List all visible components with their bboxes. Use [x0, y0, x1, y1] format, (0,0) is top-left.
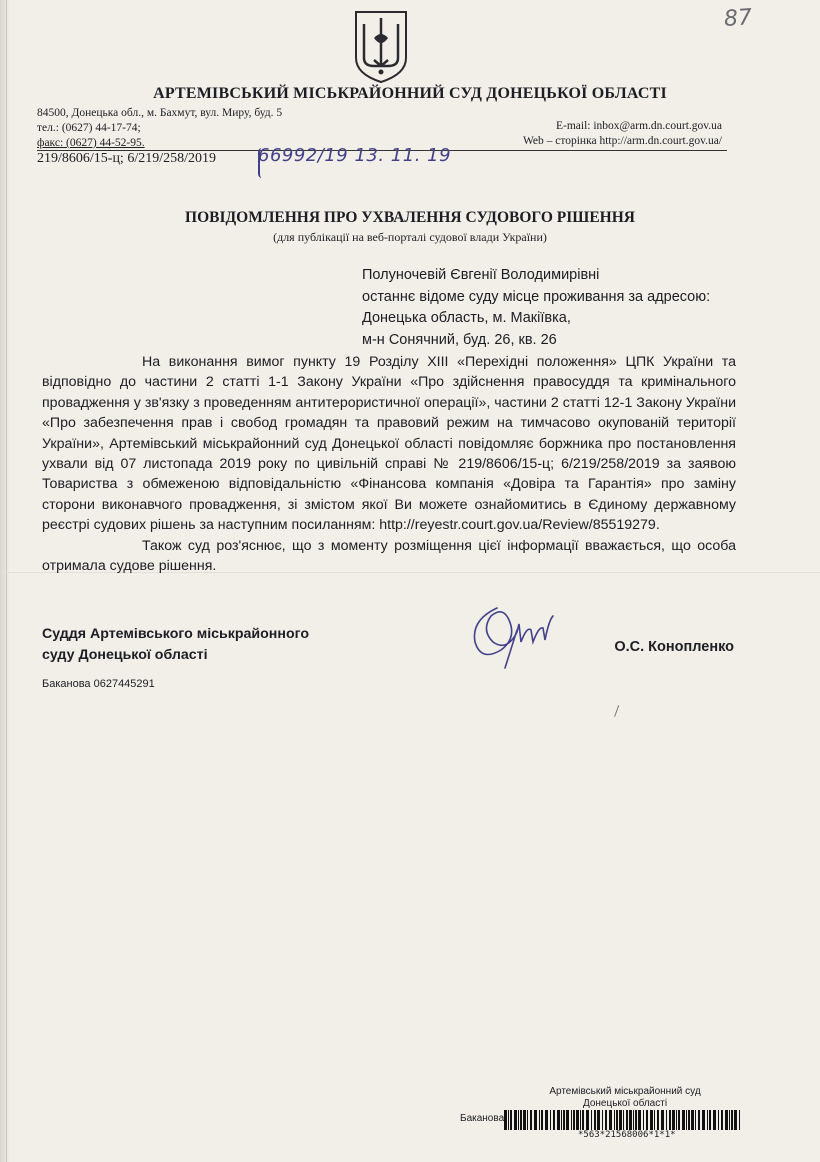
barcode-bar [638, 1110, 641, 1130]
barcode-bar [725, 1110, 728, 1130]
stamp-line: Артемівський міськрайонний суд [549, 1086, 701, 1097]
court-address: 84500, Донецька обл., м. Бахмут, вул. Миру, буд. 5 [37, 107, 283, 119]
notice-body [42, 352, 736, 576]
barcode-bar [650, 1110, 653, 1130]
barcode-bar [563, 1110, 565, 1130]
judge-title-line: суду Донецької області [42, 647, 208, 663]
barcode-bar [527, 1110, 528, 1130]
barcode-bar [695, 1110, 696, 1130]
barcode-bar [635, 1110, 637, 1130]
barcode-bar [539, 1110, 540, 1130]
barcode-bar [557, 1110, 560, 1130]
barcode-bar [707, 1110, 708, 1130]
barcode-bar [682, 1110, 685, 1130]
barcode-bar [643, 1110, 644, 1130]
barcode-bar [731, 1110, 733, 1130]
barcode-bar [709, 1110, 711, 1130]
footer-court-stamp [510, 1086, 740, 1110]
barcode-bar [713, 1110, 716, 1130]
binding-line [6, 0, 7, 1162]
barcode-bar [597, 1110, 600, 1130]
barcode-bar [626, 1110, 628, 1130]
judge-title-line: Суддя Артемівського міськрайонного [42, 626, 310, 642]
barcode-bar [729, 1110, 730, 1130]
barcode-bar [553, 1110, 555, 1130]
barcode-bar [702, 1110, 705, 1130]
barcode-bar [609, 1110, 612, 1130]
barcode-bar [534, 1110, 537, 1130]
barcode-bar [646, 1110, 648, 1130]
barcode-bar [576, 1110, 579, 1130]
recipient-line: останнє відоме суду місце проживання за адресою: [362, 288, 711, 305]
barcode-bar [669, 1110, 671, 1130]
barcode-bar [566, 1110, 569, 1130]
barcode-bar [629, 1110, 632, 1130]
handwritten-registration: 66992/19 13. 11. 19 [258, 145, 452, 166]
footer-executor: Баканова [460, 1113, 505, 1124]
barcode-bar [654, 1110, 655, 1130]
barcode-text: *563*21568006*1*1* [578, 1130, 676, 1140]
court-fax: факс: (0627) 44-52-95. [37, 137, 145, 149]
barcode-bar [514, 1110, 517, 1130]
barcode-bar [633, 1110, 634, 1130]
barcode-bar [657, 1110, 659, 1130]
barcode-bar [721, 1110, 723, 1130]
barcode-bar [530, 1110, 532, 1130]
executor-contact: Баканова 0627445291 [42, 678, 155, 690]
recipient-block [362, 265, 710, 351]
barcode-bar [504, 1110, 507, 1130]
recipient-line: Донецька область, м. Макіївка, [362, 310, 571, 326]
barcode-bar [550, 1110, 551, 1130]
barcode-bar [678, 1110, 680, 1130]
barcode-bar [676, 1110, 677, 1130]
barcode-bar [686, 1110, 687, 1130]
barcode-bar [561, 1110, 562, 1130]
judge-signature [457, 590, 557, 670]
trident-emblem-icon [352, 8, 410, 84]
barcode-bar [545, 1110, 548, 1130]
barcode-bar [739, 1110, 740, 1130]
body-paragraph: Також суд роз'яснює, що з моменту розміщення цієї інформації вважається, що особа отримала судове рішення. [42, 537, 736, 575]
notice-subtitle: (для публікації на веб-порталі судової влади України) [273, 230, 547, 244]
case-number: 219/8606/15-ц; 6/219/258/2019 [37, 151, 216, 166]
barcode-bar [605, 1110, 607, 1130]
barcode-bar [523, 1110, 526, 1130]
barcode-bar [591, 1110, 592, 1130]
barcode-bar [672, 1110, 675, 1130]
court-phone: тел.: (0627) 44-17-74; [37, 122, 141, 134]
notice-title: ПОВІДОМЛЕННЯ ПРО УХВАЛЕННЯ СУДОВОГО РІШЕННЯ [185, 209, 635, 226]
barcode-bar [573, 1110, 575, 1130]
court-website: Web – сторінка http://arm.dn.court.gov.ua/ [522, 135, 722, 147]
barcode-bar [510, 1110, 512, 1130]
recipient-line: Полуночевій Євгенії Володимирівні [362, 267, 600, 283]
barcode-bar [661, 1110, 664, 1130]
barcode-bar [571, 1110, 572, 1130]
barcode-bar [616, 1110, 618, 1130]
barcode-bar [580, 1110, 581, 1130]
judge-title [42, 624, 309, 666]
barcode-bar [688, 1110, 690, 1130]
handwritten-page-number: 87 [723, 5, 753, 32]
recipient-line: м-н Сонячний, буд. 26, кв. 26 [362, 331, 557, 348]
barcode-bar [602, 1110, 603, 1130]
barcode-bar [698, 1110, 700, 1130]
barcode-bar [586, 1110, 589, 1130]
barcode-bar [623, 1110, 624, 1130]
barcode-bar [691, 1110, 694, 1130]
court-name: АРТЕМІВСЬКИЙ МІСЬКРАЙОННИЙ СУД ДОНЕЦЬКОЇ ОБЛАСТІ [153, 85, 667, 102]
judge-name: О.С. Конопленко [614, 639, 734, 655]
page-edge [0, 0, 10, 1162]
barcode-bar [614, 1110, 615, 1130]
pen-mark [614, 705, 625, 719]
barcode-bar [582, 1110, 584, 1130]
barcode-bar [508, 1110, 509, 1130]
barcode-bar [734, 1110, 737, 1130]
barcode-bar [518, 1110, 519, 1130]
barcode-bar [520, 1110, 522, 1130]
barcode-bar [541, 1110, 543, 1130]
stamp-line: Донецької області [582, 1098, 668, 1109]
court-email: E-mail: inbox@arm.dn.court.gov.ua [555, 120, 722, 132]
barcode-bar [718, 1110, 719, 1130]
barcode [504, 1110, 744, 1130]
barcode-bar [594, 1110, 596, 1130]
barcode-bar [619, 1110, 622, 1130]
barcode-bar [666, 1110, 667, 1130]
body-paragraph: На виконання вимог пункту 19 Розділу XIII «Перехідні положення» ЦПК України та відповідно до частини 2 статті 1-1 Закону України «Про здійснення правосуддя та кримінального провадження у зв'язку з проведенням антитерористичної операції», частини 2 статті 12-1 Закону України «Про забезпечення прав і свобод громадян та правовий режим на тимчасово окупованій території України», Артемівський міськрайонний суд Донецької області повідомляє боржника про постановлення ухвали від 07 листопада 2019 року по цивільній справі № 219/8606/15-ц; 6/219/258/2019 за заявою Товариства з обмеженою відповідальністю «Фінансова компанія «Довіра та Гарантія» про заміну сторони виконавчого провадження, зі змістом якої Ви можете ознайомитись в Єдиному державному реєстрі судових рішень за наступним посиланням: http://reyestr.court.gov.ua/Review/85519279. [42, 354, 736, 534]
